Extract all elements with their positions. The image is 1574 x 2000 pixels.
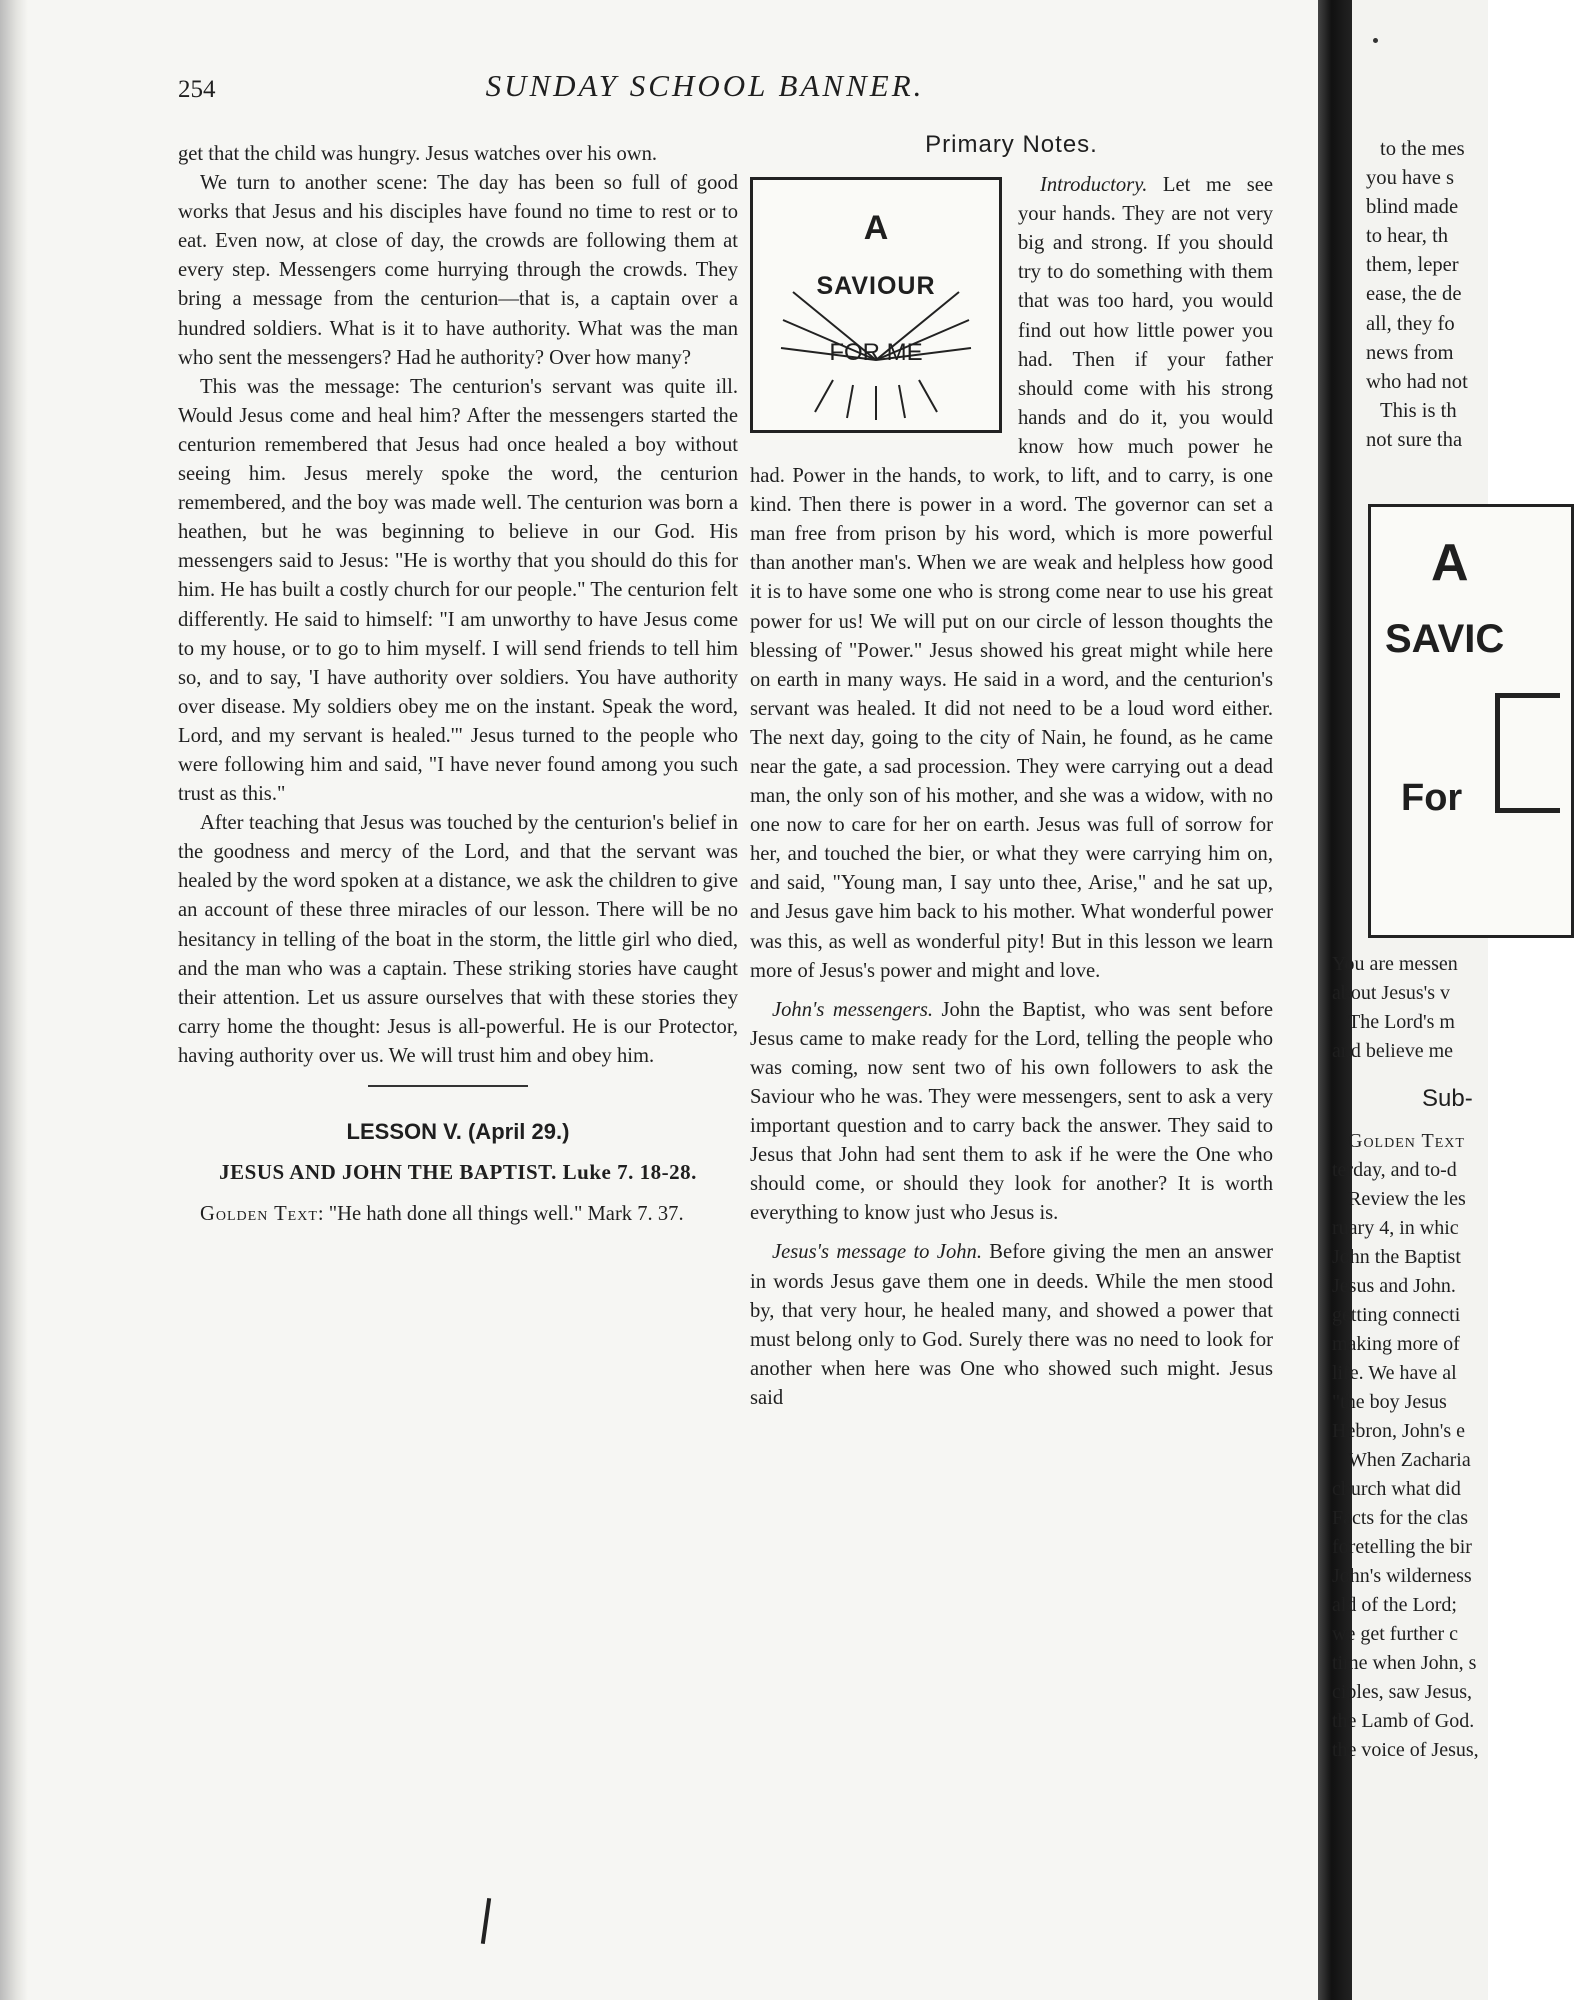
text-line: "the boy Jesus — [1332, 1391, 1447, 1413]
text-line: Facts for the clas — [1332, 1507, 1469, 1529]
figure-word: SAVIOUR — [816, 272, 936, 301]
lesson-title: JESUS AND JOHN THE BAPTIST. Luke 7. 18-28. — [219, 1160, 697, 1185]
figure-caption: FOR ME — [829, 339, 923, 367]
scan-mark — [481, 1898, 491, 1944]
facing-page-illustration — [1368, 504, 1574, 938]
paragraph — [750, 1238, 1273, 1413]
text-line: Golden Text — [1348, 1130, 1465, 1152]
running-title: SUNDAY SCHOOL BANNER. — [485, 68, 925, 103]
figure-caption: For — [1401, 777, 1463, 819]
facing-page-bottom-text — [1332, 950, 1512, 1765]
paragraph: get that the child was hungry. Jesus watches over his own. — [178, 143, 658, 165]
page-edge-shadow — [0, 0, 28, 2000]
text-line: church what did — [1332, 1478, 1461, 1500]
text-line: You are messen — [1332, 953, 1458, 975]
left-column — [178, 140, 738, 1229]
paragraph: This was the message: The centurion's servant was quite ill. Would Jesus come and heal him? After the messengers started the centurion remembered that Jesus had once healed a boy without seeing him. Jesus merely spoke the word, the centurion remembered, and the boy was made well. The centurion was born a heathen, but he was beginning to believe in our God. His messengers said to Jesus: "He is worthy that you should do this for him. He has built a costly church for our people." The centurion felt differently. He said to himself: "I am unworthy to have Jesus come to my house, or to go to him myself. I will send friends to tell him so, and to say, 'I have authority over soldiers. You have authority over disease. My soldiers obey me on the instant. Speak the word, Lord, and my servant is healed.'" Jesus turned to the people who were following him and said, "I have never found among you such trust as this." — [178, 375, 738, 806]
paragraph-body: John the Baptist, who was sent before Jesus came to make ready for the Lord, telling the people who was coming, now sent two of his own followers to ask the Saviour who he was. They were messengers, sent to ask a very important question and to carry back the answer. They said to Jesus that John had sent them to ask if he were the One who should come, or should they look for another? It is worth everything to know just who Jesus is. — [750, 998, 1273, 1225]
figure-letter: A — [863, 209, 889, 248]
text-line: Jesus and John. — [1332, 1275, 1456, 1297]
text-line: all, they fo — [1366, 312, 1455, 335]
text-line: John the Baptist — [1332, 1246, 1461, 1268]
text-line: and believe me — [1332, 1040, 1454, 1062]
text-line: not sure tha — [1366, 428, 1463, 451]
text-line: making more of — [1332, 1333, 1460, 1355]
text-line: John's wilderness — [1332, 1565, 1472, 1587]
text-line: ruary 4, in whic — [1332, 1217, 1459, 1239]
scan-dot — [1373, 38, 1378, 43]
text-line: terday, and to-d — [1332, 1159, 1457, 1181]
text-line: to hear, th — [1366, 225, 1449, 248]
paragraph: After teaching that Jesus was touched by the centurion's belief in the goodness and mercy of the Lord, and that the servant was healed by the word spoken at a distance, we ask the children to give an account of these three miracles of our lesson. There will be no hesitancy in telling of the boat in the storm, the little girl who died, and the man who was a captain. These striking stories have caught their attention. Let us assure ourselves that with these stories they carry home the thought: Jesus is all-powerful. He is our Protector, having authority over us. We will trust him and obey him. — [178, 812, 738, 1067]
golden-text-body: : "He hath done all things well." Mark 7. 37. — [317, 1203, 684, 1226]
right-column — [750, 130, 1273, 1413]
figure-frame — [1495, 693, 1560, 813]
section-divider — [368, 1085, 528, 1087]
page-header — [150, 68, 1260, 108]
paragraph-body: Before giving the men an answer in words Jesus gave them one in deeds. While the men stood by, that very hour, he healed many, and showed a power that must belong only to God. Surely there was no need to look for another when here was One who showed such might. Jesus said — [750, 1241, 1273, 1409]
text-line: about Jesus's v — [1332, 982, 1451, 1004]
text-line: Hebron, John's e — [1332, 1420, 1466, 1442]
paragraph-lead: John's messengers. — [772, 998, 933, 1021]
page-number: 254 — [178, 76, 216, 103]
golden-text — [178, 1200, 738, 1229]
section-title: Primary Notes. — [925, 131, 1098, 158]
text-line: to the mes — [1380, 138, 1465, 160]
text-line: blind made — [1366, 196, 1459, 219]
text-line: we get further c — [1332, 1623, 1459, 1645]
text-line: life. We have al — [1332, 1362, 1457, 1384]
text-line: ease, the de — [1366, 283, 1462, 306]
text-line: This is th — [1380, 399, 1457, 422]
text-line: who had not — [1366, 370, 1468, 393]
paragraph-lead: Introductory. — [1040, 174, 1148, 197]
paragraph-body: Let me see your hands. They are not very big and strong. If you should try to do something with them that was too hard, you would find out how little power you had. Then if your father should come with his strong hands and do it, you would know how much power he had. Power in the hands, to work, to lift, and to carry, is one kind. Then there is power in a word. The governor can set a man free from prison by his word, which is more powerful than another man's. When we are weak and helpless how good it is to have some one who is strong come near to use his great power for us! We will put on our circle of lesson thoughts the blessing of "Power." Jesus showed his great might while here on earth in many ways. He said in a word, and the centurion's servant was healed. It did not need to be a loud word either. The next day, going to the city of Nain, he found, as he came near the gate, a sad procession. They were carrying out a dead man, the only son of his mother, and she was a widow, with no one now to care for her on earth. Jesus was full of sorrow for her, and touched the bier, or what they were carrying him on, and said, "Young man, I say unto thee, Arise," and he sat up, and Jesus gave him back to his mother. What wonderful power was this, as well as wonderful pity! But in this lesson we learn more of Jesus's power and might and love. — [750, 174, 1273, 982]
golden-text-label: Golden Text — [200, 1203, 318, 1226]
saviour-illustration — [750, 177, 1002, 433]
text-line: the Lamb of God. — [1332, 1710, 1475, 1732]
text-line: time when John, s — [1332, 1652, 1477, 1674]
paragraph-lead: Jesus's message to John. — [772, 1241, 982, 1264]
paragraph — [750, 996, 1273, 1229]
paragraph: We turn to another scene: The day has been so full of good works that Jesus and his disciples have found no time to rest or to eat. Even now, at close of day, the crowds are following them at every step. Messengers come hurrying through the crowds. They bring a message from the centurion—that is, a captain over a hundred soldiers. What is it to have authority. What was the man who sent the messengers? Had he authority? Over how many? — [178, 172, 738, 369]
text-line: them, leper — [1366, 254, 1459, 277]
text-line: the voice of Jesus, — [1332, 1739, 1479, 1761]
figure-word: SAVIC — [1385, 617, 1505, 661]
text-line: you have s — [1366, 167, 1455, 190]
facing-page-top-text — [1366, 135, 1556, 455]
text-line: ciples, saw Jesus, — [1332, 1681, 1472, 1703]
text-line: The Lord's m — [1348, 1011, 1455, 1033]
text-line: getting connecti — [1332, 1304, 1461, 1326]
text-line: foretelling the bir — [1332, 1536, 1472, 1558]
text-line: When Zacharia — [1348, 1449, 1471, 1471]
text-line: Review the les — [1348, 1188, 1466, 1210]
figure-letter: A — [1431, 534, 1469, 592]
facing-subheading: Sub- — [1422, 1085, 1473, 1112]
text-line: ald of the Lord; — [1332, 1594, 1457, 1616]
text-line: news from — [1366, 341, 1454, 364]
lesson-heading: LESSON V. (April 29.) — [346, 1119, 570, 1144]
